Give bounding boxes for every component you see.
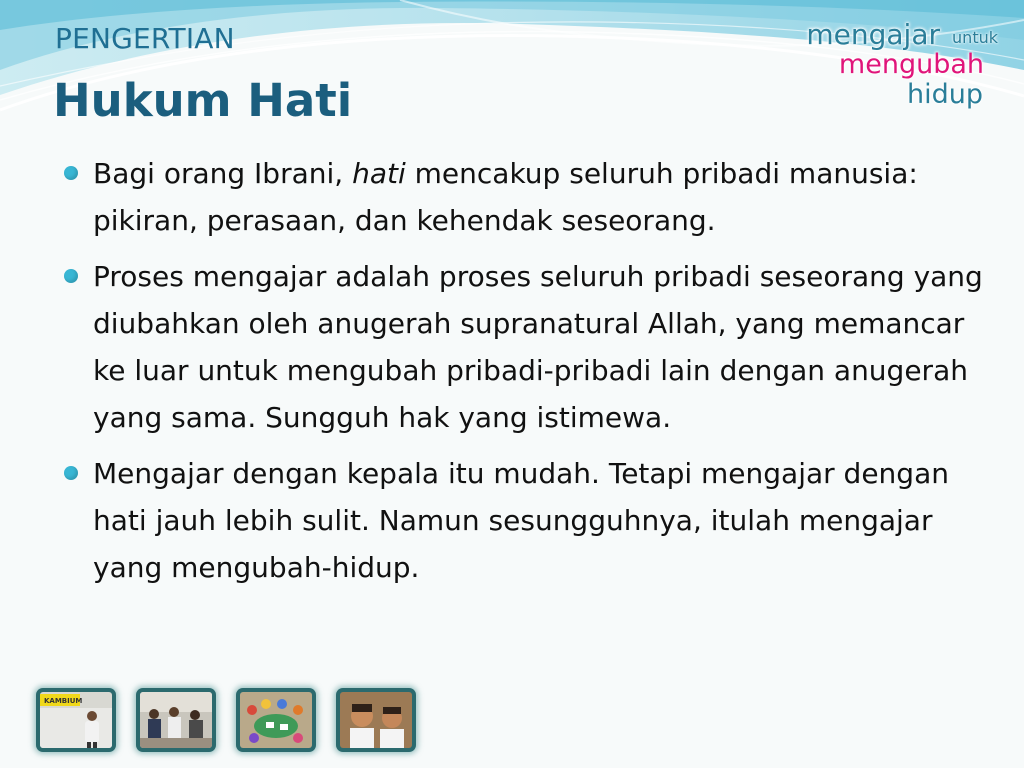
slide-subtitle: PENGERTIAN xyxy=(55,22,235,55)
bullet-item xyxy=(64,450,984,591)
brand-logo xyxy=(808,18,998,118)
logo-line-hidup: hidup xyxy=(906,79,983,110)
logo-line-mengubah: mengubah xyxy=(838,49,984,80)
teacher-photo-icon xyxy=(40,692,112,748)
thumbnail-meeting xyxy=(136,688,216,752)
bullet-text-post: mencakup seluruh pribadi manusia: pikiran, perasaan, dan kehendak seseorang. xyxy=(93,157,918,237)
bullet-item xyxy=(64,253,984,441)
children-photo-icon xyxy=(340,692,412,748)
bullet-dot-icon xyxy=(64,269,78,283)
bullet-list xyxy=(64,150,984,600)
group-meeting-photo-icon xyxy=(140,692,212,748)
bullet-item xyxy=(64,150,984,244)
bullet-dot-icon xyxy=(64,466,78,480)
bullet-text-italic: hati xyxy=(352,157,406,190)
slide-title: Hukum Hati xyxy=(53,74,353,127)
bullet-text-pre: Bagi orang Ibrani, xyxy=(93,157,353,190)
thumbnail-classroom xyxy=(236,688,316,752)
classroom-activity-photo-icon xyxy=(240,692,312,748)
logo-line-mengajar: mengajar xyxy=(806,18,940,51)
bullet-dot-icon xyxy=(64,166,78,180)
thumbnail-children xyxy=(336,688,416,752)
thumbnail-teacher xyxy=(36,688,116,752)
thumbnail-sign-text: KAMBIUM xyxy=(44,697,83,705)
bullet-text: Proses mengajar adalah proses seluruh pribadi seseorang yang diubahkan oleh anugerah supranatural Allah, yang memancar ke luar untuk mengubah pribadi-pribadi lain dengan anugerah yang sama. Sungguh hak yang istimewa. xyxy=(93,260,983,434)
bullet-text: Mengajar dengan kepala itu mudah. Tetapi mengajar dengan hati jauh lebih sulit. Namun sesungguhnya, itulah mengajar yang mengubah-hidup. xyxy=(93,457,949,584)
logo-line-untuk: untuk xyxy=(952,28,998,47)
